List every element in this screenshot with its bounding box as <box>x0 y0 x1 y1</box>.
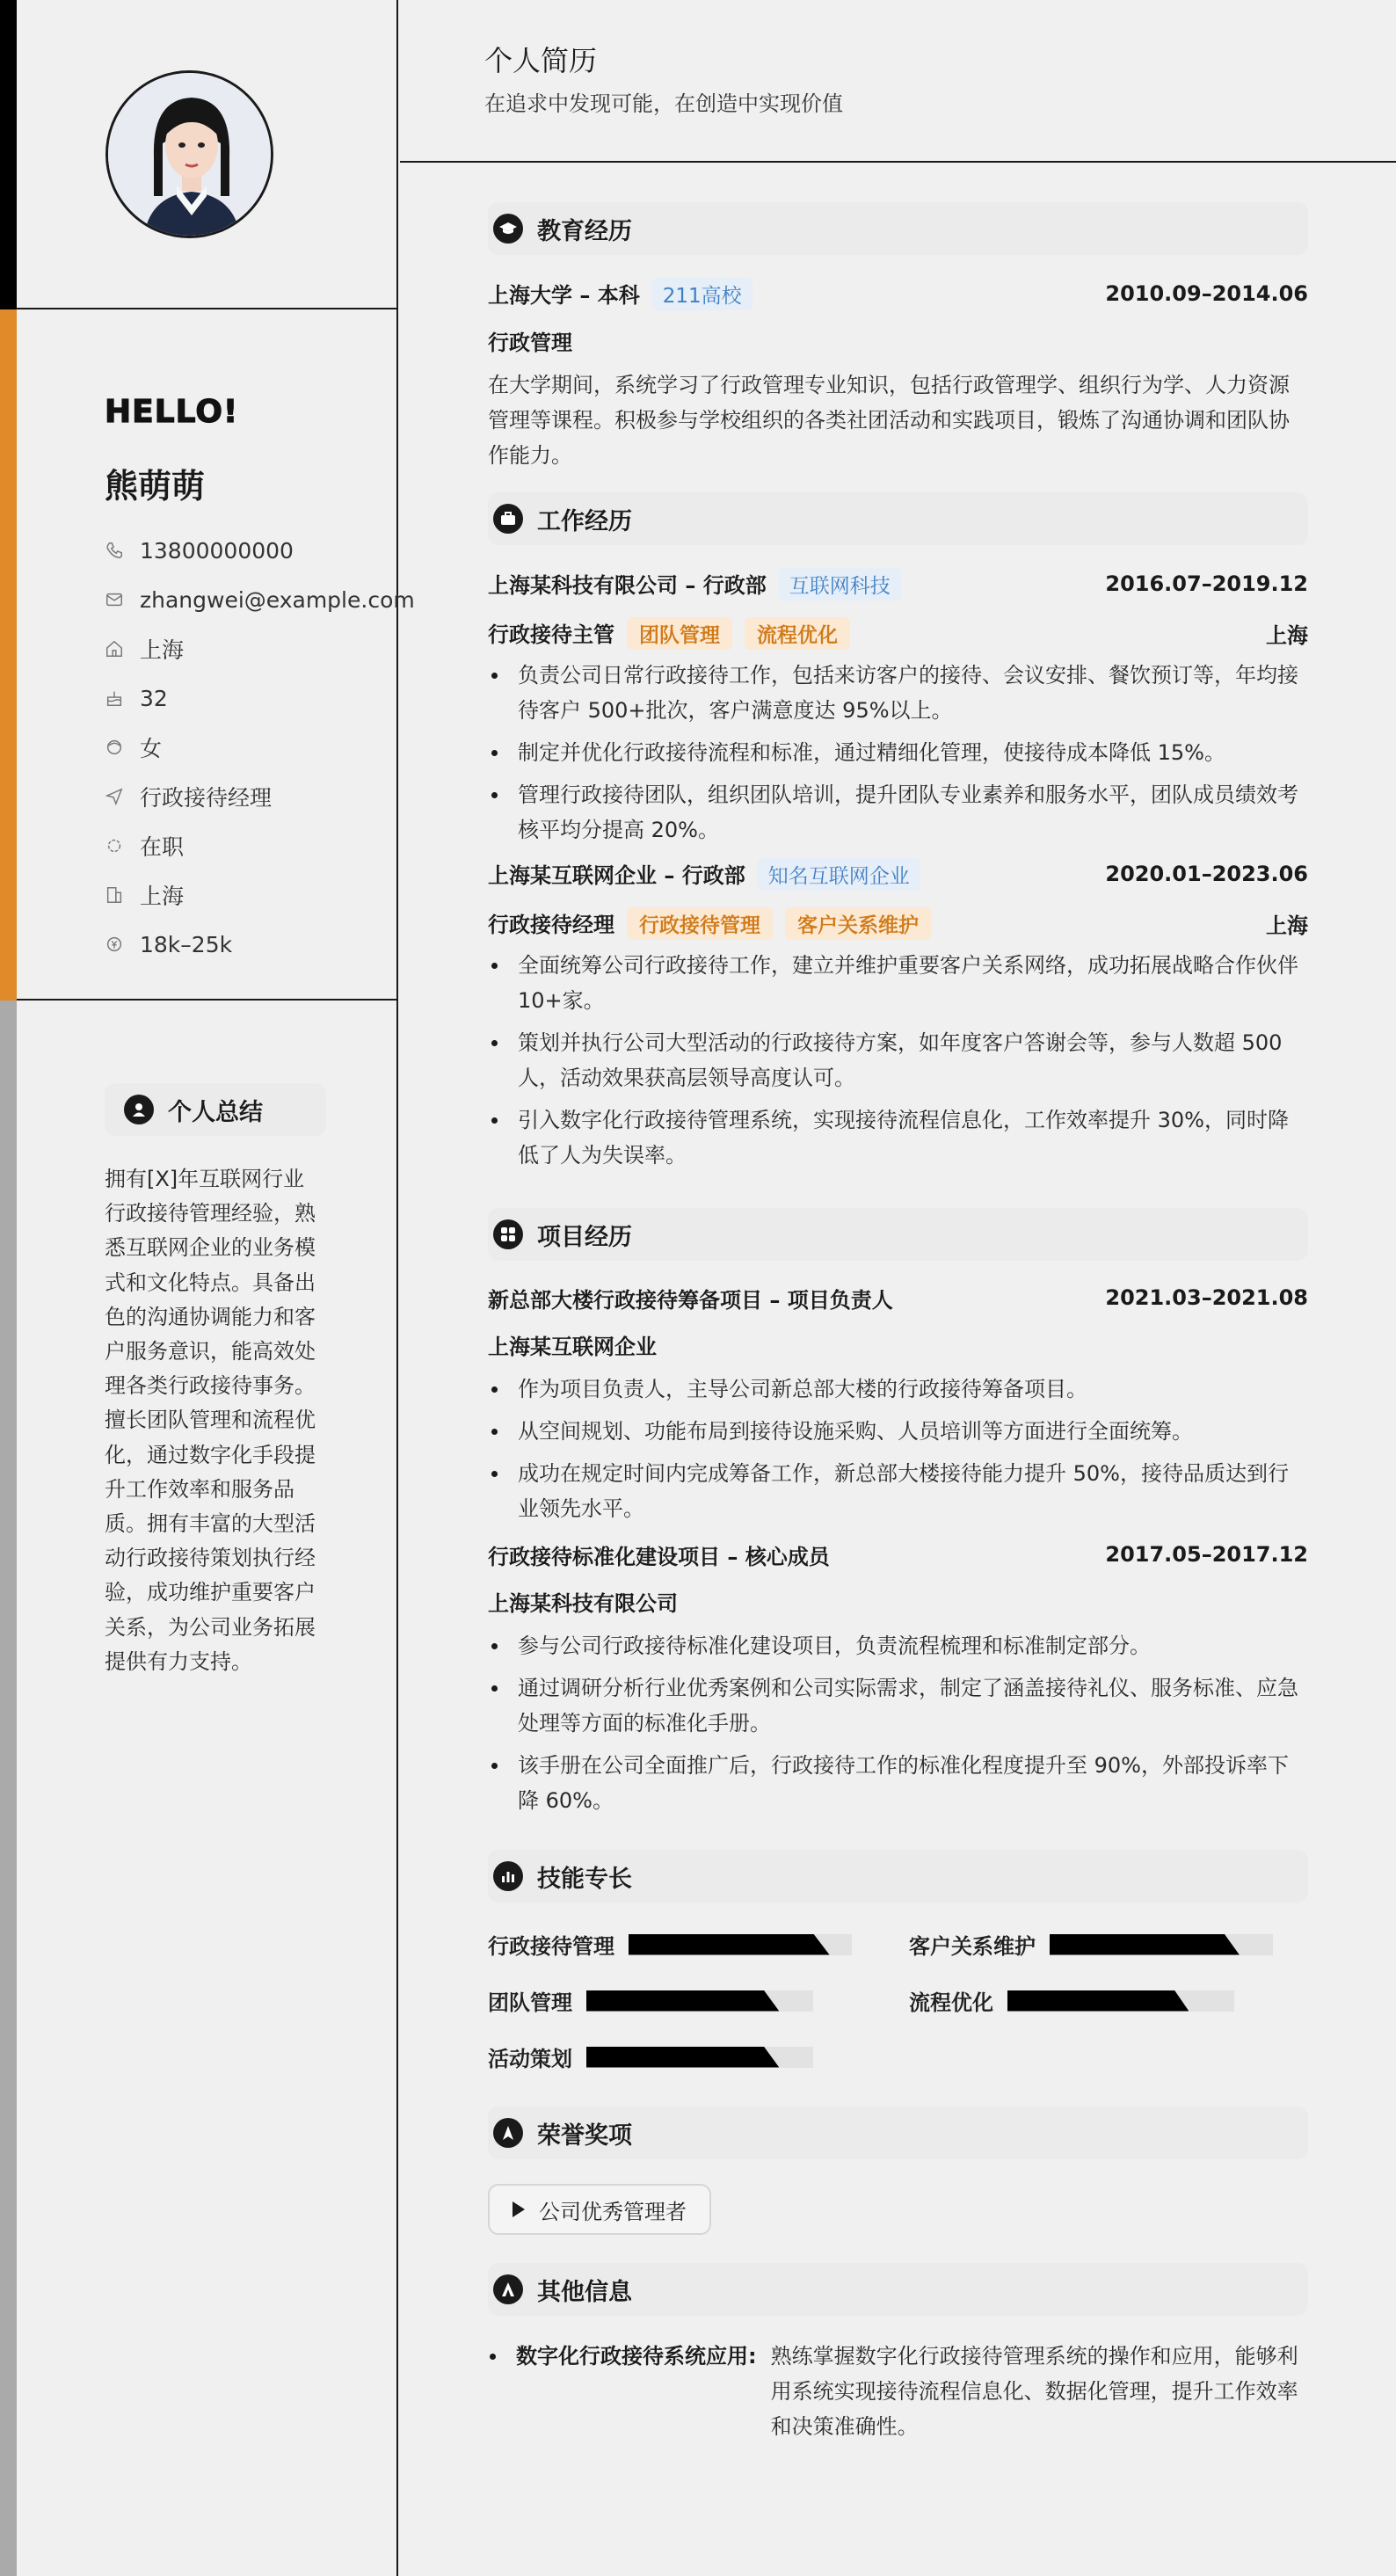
job-city: 上海 <box>1266 622 1308 648</box>
send-icon <box>105 787 124 806</box>
skill-name: 客户关系维护 <box>909 1934 1036 1959</box>
other-item <box>488 2339 1308 2444</box>
projects-title: 项目经历 <box>537 1223 632 1251</box>
divider <box>17 999 398 1001</box>
briefcase-icon <box>493 504 523 534</box>
page-header <box>400 0 1396 163</box>
divider <box>17 308 398 309</box>
home-icon <box>105 639 124 659</box>
project-name: 新总部大楼行政接待筹备项目 – 项目负责人 <box>488 1287 893 1313</box>
info-icon <box>493 2274 523 2304</box>
skill-bar <box>1007 1990 1234 2012</box>
skill-bar <box>629 1934 852 1955</box>
gender-text: 女 <box>140 736 163 761</box>
main-content <box>488 202 1308 2444</box>
skill-name: 活动策划 <box>488 2047 572 2071</box>
project-name: 行政接待标准化建设项目 – 核心成员 <box>488 1544 830 1569</box>
age-text: 32 <box>140 685 168 711</box>
skill-tag: 客户关系维护 <box>785 907 931 940</box>
job-tag: 互联网科技 <box>779 568 901 600</box>
graduation-cap-icon <box>493 214 523 244</box>
summary-text: 拥有[X]年互联网行业行政接待管理经验，熟悉互联网企业的业务模式和文化特点。具备出色的沟通协调能力和客户服务意识，能高效处理各类行政接待事务。擅长团队管理和流程优化，通过数字化手段提升工作效率和服务品质。拥有丰富的大型活动行政接待策划执行经验，成功维护重要客户关系，为公司业务拓展提供有力支持。 <box>105 1167 316 1674</box>
skill-name: 流程优化 <box>909 1990 993 2015</box>
skill-name: 行政接待管理 <box>488 1934 614 1959</box>
accent-black <box>0 0 17 309</box>
summary-title: 个人总结 <box>168 1098 263 1126</box>
project-org: 上海某互联网企业 <box>488 1335 657 1359</box>
other-text: 熟练掌握数字化行政接待管理系统的操作和应用，能够利用系统实现接待流程信息化、数据化管理，提升工作效率和决策准确性。 <box>770 2344 1298 2439</box>
skills-heading <box>488 1850 1308 1903</box>
education-description: 在大学期间，系统学习了行政管理专业知识，包括行政管理学、组织行为学、人力资源管理等课程。积极参与学校组织的各类社团活动和实践项目，锻炼了沟通协调和团队协作能力。 <box>488 373 1290 468</box>
accent-gray <box>0 1001 17 2576</box>
education-date: 2010.09–2014.06 <box>1105 281 1308 306</box>
project-bullets <box>488 1372 1308 1526</box>
age-row <box>105 673 415 723</box>
grid-icon <box>493 1219 523 1249</box>
list-item: 全面统筹公司行政接待工作，建立并维护重要客户关系网络，成功拓展战略合作伙伴 10+家。 <box>488 948 1308 1018</box>
building-icon <box>105 885 124 905</box>
skill-bar <box>586 2047 813 2068</box>
honors-heading <box>488 2107 1308 2159</box>
project-entry <box>488 1280 1308 1526</box>
mail-icon <box>105 590 124 609</box>
list-item: 制定并优化行政接待流程和标准，通过精细化管理，使接待成本降低 15%。 <box>488 735 1308 770</box>
list-item: 引入数字化行政接待管理系统，实现接待流程信息化，工作效率提升 30%，同时降低了人为失误率。 <box>488 1102 1308 1173</box>
play-icon <box>513 2201 525 2217</box>
job-role: 行政接待经理 <box>488 912 614 937</box>
job-date: 2020.01–2023.06 <box>1105 862 1308 886</box>
email-row <box>105 575 415 624</box>
project-date: 2021.03–2021.08 <box>1105 1285 1308 1310</box>
user-icon <box>124 1095 154 1124</box>
status-icon <box>105 836 124 855</box>
accent-stripe <box>0 0 17 2576</box>
bar-chart-icon <box>493 1861 523 1891</box>
sidebar <box>17 0 415 2576</box>
skill-bar-fill <box>629 1934 830 1955</box>
list-item: 成功在规定时间内完成筹备工作，新总部大楼接待能力提升 50%，接待品质达到行业领先水平。 <box>488 1456 1308 1526</box>
job-tag: 知名互联网企业 <box>758 858 920 891</box>
cake-icon <box>105 688 124 708</box>
contact-info <box>105 526 415 969</box>
project-org: 上海某科技有限公司 <box>488 1591 678 1616</box>
skill-tag: 团队管理 <box>627 617 732 650</box>
page-subtitle: 在追求中发现可能，在创造中实现价值 <box>484 91 843 116</box>
honor-name: 公司优秀管理者 <box>539 2199 687 2224</box>
education-heading <box>488 202 1308 255</box>
skill-item <box>488 1929 852 1960</box>
list-item: 管理行政接待团队，组织团队培训，提升团队专业素养和服务水平，团队成员绩效考核平均分提高 20%。 <box>488 777 1308 848</box>
salary-row <box>105 920 415 969</box>
home-text: 上海 <box>140 637 185 663</box>
skill-bar <box>586 1990 813 2012</box>
home-row <box>105 624 415 673</box>
education-row <box>488 276 1308 311</box>
skill-bar-fill <box>586 2047 779 2068</box>
skill-bar-fill <box>1007 1990 1189 2012</box>
education-title: 教育经历 <box>537 217 632 245</box>
project-bullets <box>488 1628 1308 1818</box>
accent-orange <box>0 309 17 1001</box>
others-heading <box>488 2263 1308 2316</box>
city-text: 上海 <box>140 884 185 909</box>
school-name: 上海大学 – 本科 <box>488 282 640 308</box>
job-role-row <box>488 615 1308 651</box>
honors-list <box>488 2184 1308 2235</box>
skill-bar-fill <box>1050 1934 1240 1955</box>
page-title: 个人简历 <box>484 44 598 77</box>
status-text: 在职 <box>140 834 185 860</box>
others-title: 其他信息 <box>537 2278 632 2306</box>
skill-bar-fill <box>586 1990 779 2012</box>
skill-item <box>909 1929 1273 1960</box>
honors-title: 荣誉奖项 <box>537 2121 632 2150</box>
job-header <box>488 856 1308 891</box>
job-entry <box>488 856 1308 1173</box>
project-header <box>488 1280 1308 1315</box>
person-name: 熊萌萌 <box>105 467 206 506</box>
job-date: 2016.07–2019.12 <box>1105 571 1308 596</box>
list-item: 通过调研分析行业优秀案例和公司实际需求，制定了涵盖接待礼仪、服务标准、应急处理等方面的标准化手册。 <box>488 1670 1308 1741</box>
job-company: 上海某互联网企业 – 行政部 <box>488 862 745 888</box>
job-header <box>488 566 1308 601</box>
list-item: 策划并执行公司大型活动的行政接待方案，如年度客户答谢会等，参与人数超 500 人，活动效果获高层领导高度认可。 <box>488 1025 1308 1095</box>
hello-heading: HELLO! <box>105 394 239 430</box>
work-heading <box>488 492 1308 545</box>
phone-text: 13800000000 <box>140 537 294 564</box>
work-title: 工作经历 <box>537 507 632 535</box>
skill-name: 团队管理 <box>488 1990 572 2015</box>
phone-icon <box>105 541 124 560</box>
salary-icon <box>105 935 124 954</box>
job-company: 上海某科技有限公司 – 行政部 <box>488 572 767 598</box>
job-role: 行政接待主管 <box>488 622 614 647</box>
skill-bar <box>1050 1934 1273 1955</box>
phone-row <box>105 526 415 575</box>
skill-tag: 流程优化 <box>745 617 850 650</box>
list-item: 从空间规划、功能布局到接待设施采购、人员培训等方面进行全面统筹。 <box>488 1414 1308 1449</box>
job-bullets <box>488 948 1308 1173</box>
project-date: 2017.05–2017.12 <box>1105 1542 1308 1567</box>
major: 行政管理 <box>488 331 572 355</box>
email-text: zhangwei@example.com <box>140 586 415 613</box>
job-city: 上海 <box>1266 913 1308 938</box>
city-row <box>105 870 415 920</box>
honor-badge <box>488 2184 711 2235</box>
job-bullets <box>488 658 1308 848</box>
job-entry <box>488 566 1308 848</box>
skills-title: 技能专长 <box>537 1865 632 1893</box>
position-row <box>105 772 415 821</box>
other-label: 数字化行政接待系统应用: <box>488 2339 757 2444</box>
projects-heading <box>488 1208 1308 1261</box>
position-text: 行政接待经理 <box>140 785 273 811</box>
list-item: 作为项目负责人，主导公司新总部大楼的行政接待筹备项目。 <box>488 1372 1308 1407</box>
skills-list <box>488 1920 1308 2096</box>
list-item: 负责公司日常行政接待工作，包括来访客户的接待、会议安排、餐饮预订等，年均接待客户 500+批次，客户满意度达 95%以上。 <box>488 658 1308 728</box>
avatar <box>105 70 273 238</box>
skill-tag: 行政接待管理 <box>627 907 773 940</box>
project-header <box>488 1537 1308 1572</box>
job-role-row <box>488 906 1308 941</box>
school-tag: 211高校 <box>652 278 753 310</box>
status-row <box>105 821 415 870</box>
salary-text: 18k–25k <box>140 931 233 957</box>
skill-item <box>488 2041 813 2072</box>
award-icon <box>493 2118 523 2148</box>
gender-icon <box>105 738 124 757</box>
project-entry <box>488 1537 1308 1818</box>
skill-item <box>909 1985 1234 2016</box>
skill-item <box>488 1985 813 2016</box>
gender-row <box>105 723 415 772</box>
list-item: 参与公司行政接待标准化建设项目，负责流程梳理和标准制定部分。 <box>488 1628 1308 1663</box>
list-item: 该手册在公司全面推广后，行政接待工作的标准化程度提升至 90%，外部投诉率下降 60%。 <box>488 1748 1308 1818</box>
summary-heading <box>105 1083 326 1136</box>
